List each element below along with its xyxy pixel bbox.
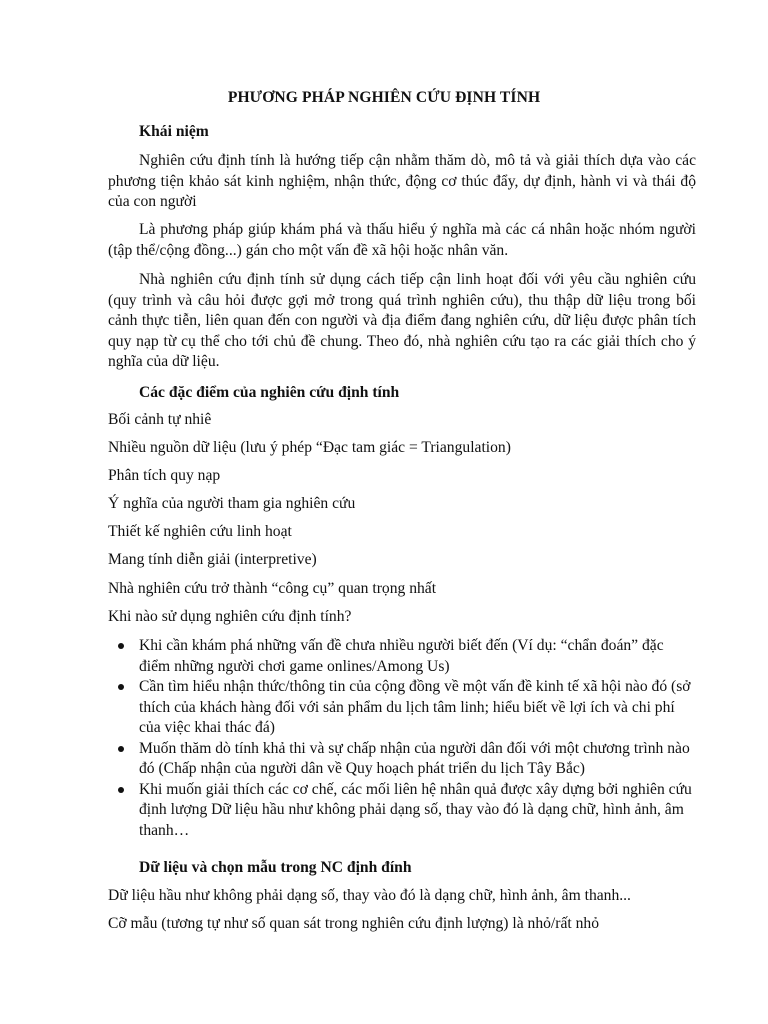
- concept-paragraph-2: Là phương pháp giúp khám phá và thấu hiểu ý nghĩa mà các cá nhân hoặc nhóm người (tập thể/cộng đồng...) gán cho một vấn đề xã hội hoặc nhân văn.: [108, 221, 696, 259]
- usage-bullet-list: [108, 636, 698, 841]
- feature-item: Thiết kế nghiên cứu linh hoạt: [108, 523, 292, 540]
- feature-item: Nhiều nguồn dữ liệu (lưu ý phép “Đạc tam giác = Triangulation): [108, 439, 511, 456]
- bullet-dot-icon: [118, 746, 124, 752]
- concept-paragraph-1: Nghiên cứu định tính là hướng tiếp cận nhằm thăm dò, mô tả và giải thích dựa vào các phương tiện khảo sát kinh nghiệm, nhận thức, động cơ thúc đẩy, dự định, hành vi và thái độ của con người: [108, 152, 696, 210]
- section-heading-features: Các đặc điểm của nghiên cứu định tính: [139, 384, 400, 401]
- bullet-text: Khi muốn giải thích các cơ chế, các mối liên hệ nhân quả được xây dựng bởi nghiên cứu định lượng Dữ liệu hầu như không phải dạng số, thay vào đó là dạng chữ, hình ảnh, âm thanh…: [139, 780, 692, 839]
- feature-item: Bối cảnh tự nhiê: [108, 411, 212, 428]
- bullet-item: [108, 739, 698, 780]
- feature-question: Khi nào sử dụng nghiên cứu định tính?: [108, 608, 352, 625]
- bullet-item: [108, 636, 698, 677]
- bullet-dot-icon: [118, 684, 124, 690]
- bullet-text: Cần tìm hiểu nhận thức/thông tin của cộng đồng về một vấn đề kinh tế xã hội nào đó (sở thích của khách hàng đối với sản phẩm du lịch tâm linh; hiểu biết về lợi ích và chi phí của việc khai thác đá): [139, 678, 691, 736]
- bullet-dot-icon: [118, 787, 124, 793]
- bullet-text: Khi cần khám phá những vấn đề chưa nhiều người biết đến (Ví dụ: “chẩn đoán” đặc điểm những người chơi game onlines/Among Us): [139, 637, 664, 675]
- bullet-text: Muốn thăm dò tính khả thi và sự chấp nhận của người dân đối với một chương trình nào đó (Chấp nhận của người dân về Quy hoạch phát triển du lịch Tây Bắc): [139, 739, 690, 777]
- data-sampling-item: Dữ liệu hầu như không phải dạng số, thay vào đó là dạng chữ, hình ảnh, âm thanh...: [108, 887, 631, 904]
- bullet-item: [108, 780, 698, 842]
- feature-item: Mang tính diễn giải (interpretive): [108, 551, 317, 568]
- feature-item: Nhà nghiên cứu trở thành “công cụ” quan trọng nhất: [108, 580, 437, 597]
- concept-paragraph-3: Nhà nghiên cứu định tính sử dụng cách tiếp cận linh hoạt đối với yêu cầu nghiên cứu (quy trình và câu hỏi được gợi mở trong quá trình nghiên cứu), thu thập dữ liệu trong bối cảnh thực tiễn, liên quan đến con người và địa điểm đang nghiên cứu, dữ liệu được phân tích quy nạp từ cụ thể cho tới chủ đề chung. Theo đó, nhà nghiên cứu tạo ra các giải thích cho ý nghĩa của dữ liệu.: [108, 271, 696, 370]
- section-heading-concept: Khái niệm: [139, 123, 209, 140]
- bullet-dot-icon: [118, 643, 124, 649]
- bullet-item: [108, 677, 698, 739]
- document-title: PHƯƠNG PHÁP NGHIÊN CỨU ĐỊNH TÍNH: [227, 89, 541, 106]
- data-sampling-item: Cỡ mẫu (tương tự như số quan sát trong nghiên cứu định lượng) là nhỏ/rất nhỏ: [108, 915, 599, 932]
- feature-item: Ý nghĩa của người tham gia nghiên cứu: [108, 495, 356, 512]
- section-heading-data-sampling: Dữ liệu và chọn mẫu trong NC định đính: [139, 859, 412, 876]
- feature-item: Phân tích quy nạp: [108, 467, 221, 484]
